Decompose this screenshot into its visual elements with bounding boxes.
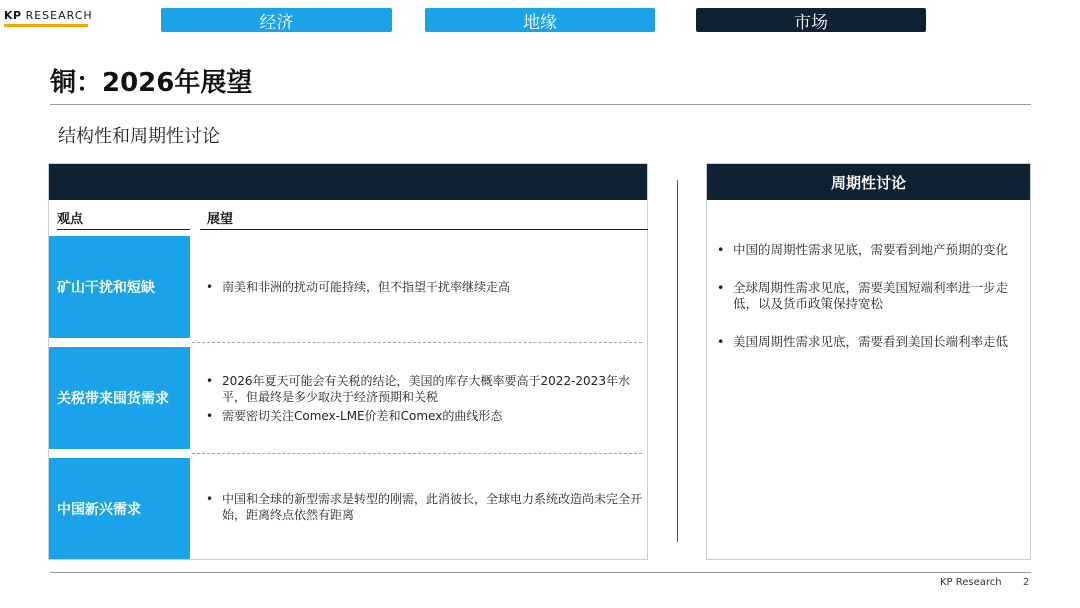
outlook-table [48,163,648,560]
row-label-mine-disruption: 矿山干扰和短缺 [49,236,190,338]
row-bullets-tariff-stockpiling [202,373,642,427]
column-view-underline [57,229,190,230]
row-label-china-new-demand: 中国新兴需求 [49,458,190,559]
outlook-table-header [49,164,647,200]
footer-divider [50,572,1031,573]
tab-geopolitics[interactable]: 地缘 [425,8,655,32]
page-subtitle: 结构性和周期性讨论 [58,126,220,147]
logo-underline [4,24,88,27]
panel-divider [677,180,678,542]
brand-logo [4,9,93,27]
cyclical-bullets [713,242,1021,372]
row-separator [192,342,642,343]
tab-market[interactable]: 市场 [696,8,926,32]
row-separator [192,453,642,454]
list-item: • 南美和非洲的扰动可能持续，但不指望干扰率继续走高 [206,280,511,294]
row-label-tariff-stockpiling: 关税带来囤货需求 [49,347,190,449]
cyclical-panel [706,163,1031,560]
cyclical-panel-title: 周期性讨论 [707,164,1030,200]
column-view-label: 观点 [57,212,84,227]
list-item: • 需要密切关注Comex-LME价差和Comex的曲线形态 [206,409,503,423]
page-number: 2 [1023,577,1030,588]
list-item: • 中国的周期性需求见底，需要看到地产预期的变化 [717,242,1009,257]
footer-brand: KP Research [940,577,1002,588]
title-divider [50,104,1031,105]
tab-economy[interactable]: 经济 [161,8,392,32]
row-bullets-china-new-demand [202,491,642,526]
column-outlook-underline [200,229,648,230]
list-item: • 中国和全球的新型需求是转型的刚需，此消彼长，全球电力系统改造尚未完全开始，距离终点依然有距离 [206,492,643,522]
list-item: • 全球周期性需求见底，需要美国短端利率进一步走低，以及货币政策保持宽松 [717,280,1009,311]
logo-text: KP RESEARCH [4,9,93,22]
list-item: • 2026年夏天可能会有关税的结论，美国的库存大概率要高于2022-2023年水平，但最终是多少取决于经济预期和关税 [206,374,630,404]
list-item: • 美国周期性需求见底，需要看到美国长端利率走低 [717,334,1009,349]
page-title: 铜：2026年展望 [50,68,253,98]
column-outlook-label: 展望 [207,212,234,227]
row-bullets-mine-disruption [202,279,642,298]
